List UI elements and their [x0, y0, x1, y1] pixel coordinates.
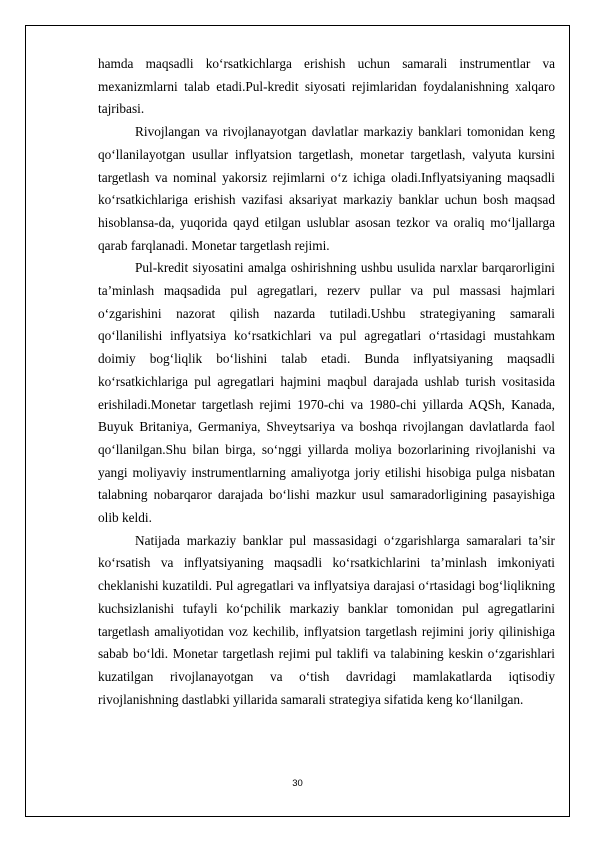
paragraph-targeting-methods: Rivojlangan va rivojlanayotgan davlatlar markaziy banklari tomonidan keng qo‘llanilayotgan usullar inflyatsion targetlash, monetar targetlash, valyuta kursini targetlash va nominal yakorsiz rejimlarni o‘z ichiga oladi.Inflyatsiyaning maqsadli ko‘rsatkichlariga erishish vazifasi aksariyat markaziy banklar uchun bosh maqsad hisoblansa-da, yuqorida qayd etilgan uslublar asosan tezkor va oraliq mo‘ljallarga qarab farqlanadi. Monetar targetlash rejimi. — [98, 124, 555, 253]
paragraph-continuation: hamda maqsadli ko‘rsatkichlarga erishish uchun samarali instrumentlar va mexanizmlarni talab etadi.Pul-kredit siyosati rejimlaridan foydalanishning xalqaro tajribasi. — [98, 56, 555, 117]
document-body — [98, 53, 555, 711]
paragraph-result: Natijada markaziy banklar pul massasidagi o‘zgarishlarga samaralari ta’sir ko‘rsatish va inflyatsiyaning maqsadli ko‘rsatkichlarini ta’minlash imkoniyati cheklanishi kuzatildi. Pul agregatlari va inflyatsiya darajasi o‘rtasidagi bog‘liqlikning kuchsizlanishi tufayli ko‘pchilik markaziy banklar tomonidan pul agregatlarini targetlash amaliyotidan voz kechilib, inflyatsion targetlash rejimini joriy qilinishiga sabab bo‘ldi. Monetar targetlash rejimi pul taklifi va talabining keskin o‘zgarishlari kuzatilgan rivojlanayotgan va o‘tish davridagi mamlakatlarda iqtisodiy rivojlanishning dastlabki yillarida samarali strategiya sifatida keng ko‘llanilgan. — [98, 532, 555, 707]
page-number: 30 — [292, 778, 303, 789]
paragraph-monetary-targeting: Pul-kredit siyosatini amalga oshirishning ushbu usulida narxlar barqarorligini ta’minlash maqsadida pul agregatlari, rezerv pullar va pul massasi hajmlari o‘zgarishini nazorat qilish nazarda tutiladi.Ushbu strategiyaning samarali qo‘llanilishi inflyatsiya ko‘rsatkichlari va pul agregatlari o‘rtasidagi mustahkam doimiy bog‘liqlik bo‘lishini talab etadi. Bunda inflyatsiyaning maqsadli ko‘rsatkichlariga pul agregatlari hajmini maqbul darajada ushlab turish vositasida erishiladi.Monetar targetlash rejimi 1970-chi va 1980-chi yillarda AQSh, Kanada, Buyuk Britaniya, Germaniya, Shveytsariya va boshqa rivojlangan davlatlarda faol qo‘llanilgan.Shu bilan birga, so‘nggi yillarda moliya bozorlarining rivojlanishi va yangi moliyaviy instrumentlarning amaliyotga joriy etilishi hisobiga pulga nisbatan talabning nobarqaror darajada bo‘lishi mazkur usul samaradorligining pasayishiga olib keldi. — [98, 260, 555, 526]
